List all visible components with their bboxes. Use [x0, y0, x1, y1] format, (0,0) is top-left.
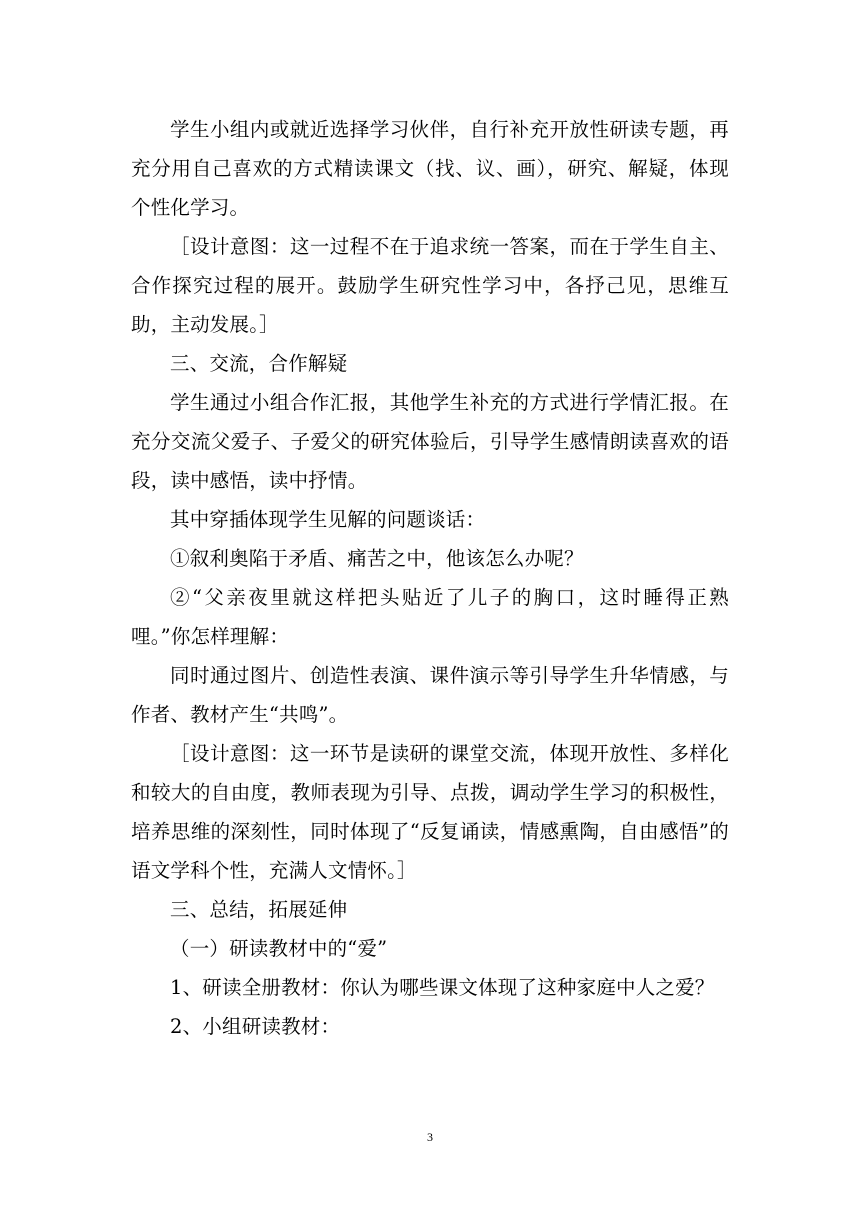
section-heading-exchange: 三、交流，合作解疑: [170, 352, 348, 375]
paragraph-group-report: 学生通过小组合作汇报，其他学生补充的方式进行学情汇报。在充分交流父爱子、子爱父的研究体验后，引导学生感情朗读喜欢的语段，读中感悟，读中抒情。: [131, 391, 729, 492]
paragraph-question-2: ②“父亲夜里就这样把头贴近了儿子的胸口，这时睡得正熟哩。”你怎样理解：: [131, 586, 729, 648]
list-item-1: 1、研读全册教材：你认为哪些课文体现了这种家庭中人之爱？: [170, 976, 715, 999]
paragraph-questions-intro: 其中穿插体现学生见解的问题谈话：: [170, 508, 486, 531]
subheading-love-in-textbook: （一）研读教材中的“爱”: [170, 937, 388, 960]
paragraph-question-1: ①叙利奥陷于矛盾、痛苦之中，他该怎么办呢？: [170, 547, 584, 570]
paragraph-study-partners: 学生小组内或就近选择学习伙伴，自行补充开放性研读专题，再充分用自己喜欢的方式精读课文（找、议、画），研究、解疑，体现个性化学习。: [131, 118, 729, 219]
list-item-2: 2、小组研读教材：: [170, 1015, 341, 1038]
paragraph-design-intent-2: ［设计意图：这一环节是读研的课堂交流，体现开放性、多样化和较大的自由度，教师表现为引导、点拨，调动学生学习的积极性，培养思维的深刻性，同时体现了“反复诵读，情感熏陶，自由感悟”的语文学科个性，充满人文情怀。］: [131, 742, 729, 882]
page-number: 3: [427, 1130, 433, 1144]
document-body: [131, 110, 729, 1046]
paragraph-resonance: 同时通过图片、创造性表演、课件演示等引导学生升华情感，与作者、教材产生“共鸣”。: [131, 664, 729, 726]
section-heading-summary: 三、总结，拓展延伸: [170, 898, 348, 921]
paragraph-design-intent-1: ［设计意图：这一过程不在于追求统一答案，而在于学生自主、合作探究过程的展开。鼓励学生研究性学习中，各抒己见，思维互助，主动发展。］: [131, 235, 729, 336]
